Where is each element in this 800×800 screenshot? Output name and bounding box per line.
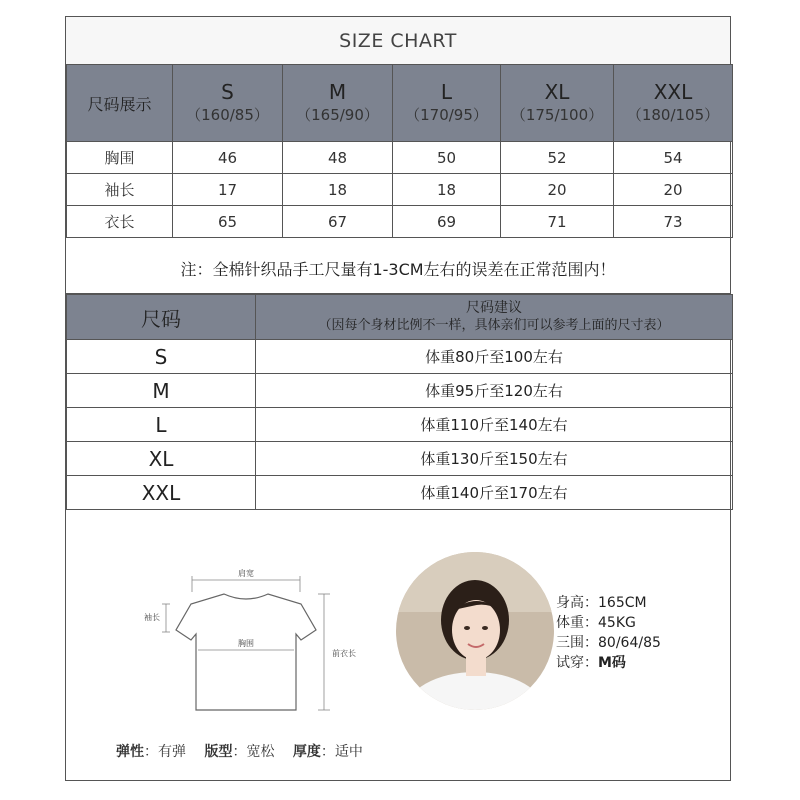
- table-row: [67, 408, 733, 442]
- table-cell: 65: [173, 206, 283, 238]
- table-cell: 52: [501, 142, 614, 174]
- shoulder-label: 肩宽: [238, 569, 254, 578]
- table-row: [67, 374, 733, 408]
- table-cell: 20: [614, 174, 733, 206]
- recommend-title: 尺码建议: [466, 300, 522, 316]
- page-title: SIZE CHART: [66, 17, 730, 64]
- tshirt-outline: [176, 594, 316, 710]
- recommend-weight: 体重80斤至100左右: [256, 340, 733, 374]
- size-spec: （165/90）: [296, 106, 379, 124]
- recommend-subtitle: （因每个身材比例不一样，具体亲们可以参考上面的尺寸表）: [318, 318, 670, 333]
- table-cell: 67: [283, 206, 393, 238]
- table-cell: 71: [501, 206, 614, 238]
- length-label: 前衣长: [332, 649, 356, 658]
- recommend-size: S: [67, 340, 256, 374]
- table-row-length: [67, 206, 733, 238]
- recommend-size: XL: [67, 442, 256, 476]
- table-cell: 46: [173, 142, 283, 174]
- model-measurements: 三围：80/64/85: [556, 635, 661, 651]
- size-spec: （160/85）: [186, 106, 269, 124]
- size-spec: （180/105）: [626, 106, 720, 124]
- size-chart-frame: [65, 16, 731, 781]
- recommend-size: XXL: [67, 476, 256, 510]
- size-name: M: [328, 80, 347, 104]
- model-info: [556, 593, 661, 673]
- model-fit-size: 试穿：M码: [556, 655, 626, 671]
- measurement-note: 注：全棉针织品手工尺量有1-3CM左右的误差在正常范围内！: [180, 259, 616, 279]
- recommend-size: L: [67, 408, 256, 442]
- model-photo: [396, 552, 554, 710]
- table-cell: 20: [501, 174, 614, 206]
- property-thickness: 厚度：适中: [292, 744, 363, 760]
- row-label: 胸围: [67, 142, 173, 174]
- recommend-advice-header: [256, 295, 733, 340]
- table-cell: 18: [393, 174, 501, 206]
- recommend-weight: 体重95斤至120左右: [256, 374, 733, 408]
- size-name: L: [440, 80, 453, 104]
- recommend-weight: 体重130斤至150左右: [256, 442, 733, 476]
- recommend-weight: 体重110斤至140左右: [256, 408, 733, 442]
- table-cell: 50: [393, 142, 501, 174]
- chest-label: 胸围: [238, 639, 254, 648]
- recommend-weight: 体重140斤至170左右: [256, 476, 733, 510]
- recommend-size: M: [67, 374, 256, 408]
- table-row-chest: [67, 142, 733, 174]
- table-cell: 18: [283, 174, 393, 206]
- table-cell: 73: [614, 206, 733, 238]
- table-cell: 17: [173, 174, 283, 206]
- model-height: 身高：165CM: [556, 595, 647, 611]
- recommend-header-row: [67, 295, 733, 340]
- size-spec: （170/95）: [405, 106, 488, 124]
- table-row-sleeve: [67, 174, 733, 206]
- row-label: 衣长: [67, 206, 173, 238]
- size-col-s: [173, 65, 283, 142]
- table-cell: 54: [614, 142, 733, 174]
- property-elasticity: 弹性：有弹: [116, 744, 186, 760]
- size-spec: （175/100）: [510, 106, 604, 124]
- size-table: [66, 64, 733, 238]
- table-row: [67, 442, 733, 476]
- size-table-header-row: [67, 65, 733, 142]
- table-cell: 48: [283, 142, 393, 174]
- property-fit: 版型：宽松: [204, 744, 275, 760]
- size-name: XL: [544, 80, 570, 104]
- size-col-l: [393, 65, 501, 142]
- size-recommendation-table: [66, 294, 733, 510]
- table-row: [67, 476, 733, 510]
- table-cell: 69: [393, 206, 501, 238]
- size-col-xxl: [614, 65, 733, 142]
- tshirt-measurement-diagram: [126, 552, 396, 727]
- row-label: 袖长: [67, 174, 173, 206]
- size-name: XXL: [653, 80, 693, 104]
- recommend-size-header: 尺码: [67, 295, 256, 340]
- fabric-properties: [116, 741, 377, 761]
- model-weight: 体重：45KG: [556, 615, 636, 631]
- size-col-xl: [501, 65, 614, 142]
- sleeve-label: 袖长: [144, 613, 160, 622]
- size-col-m: [283, 65, 393, 142]
- size-header-label: 尺码展示: [67, 65, 173, 142]
- model-portrait-image: [396, 552, 554, 710]
- table-row: [67, 340, 733, 374]
- size-name: S: [221, 80, 234, 104]
